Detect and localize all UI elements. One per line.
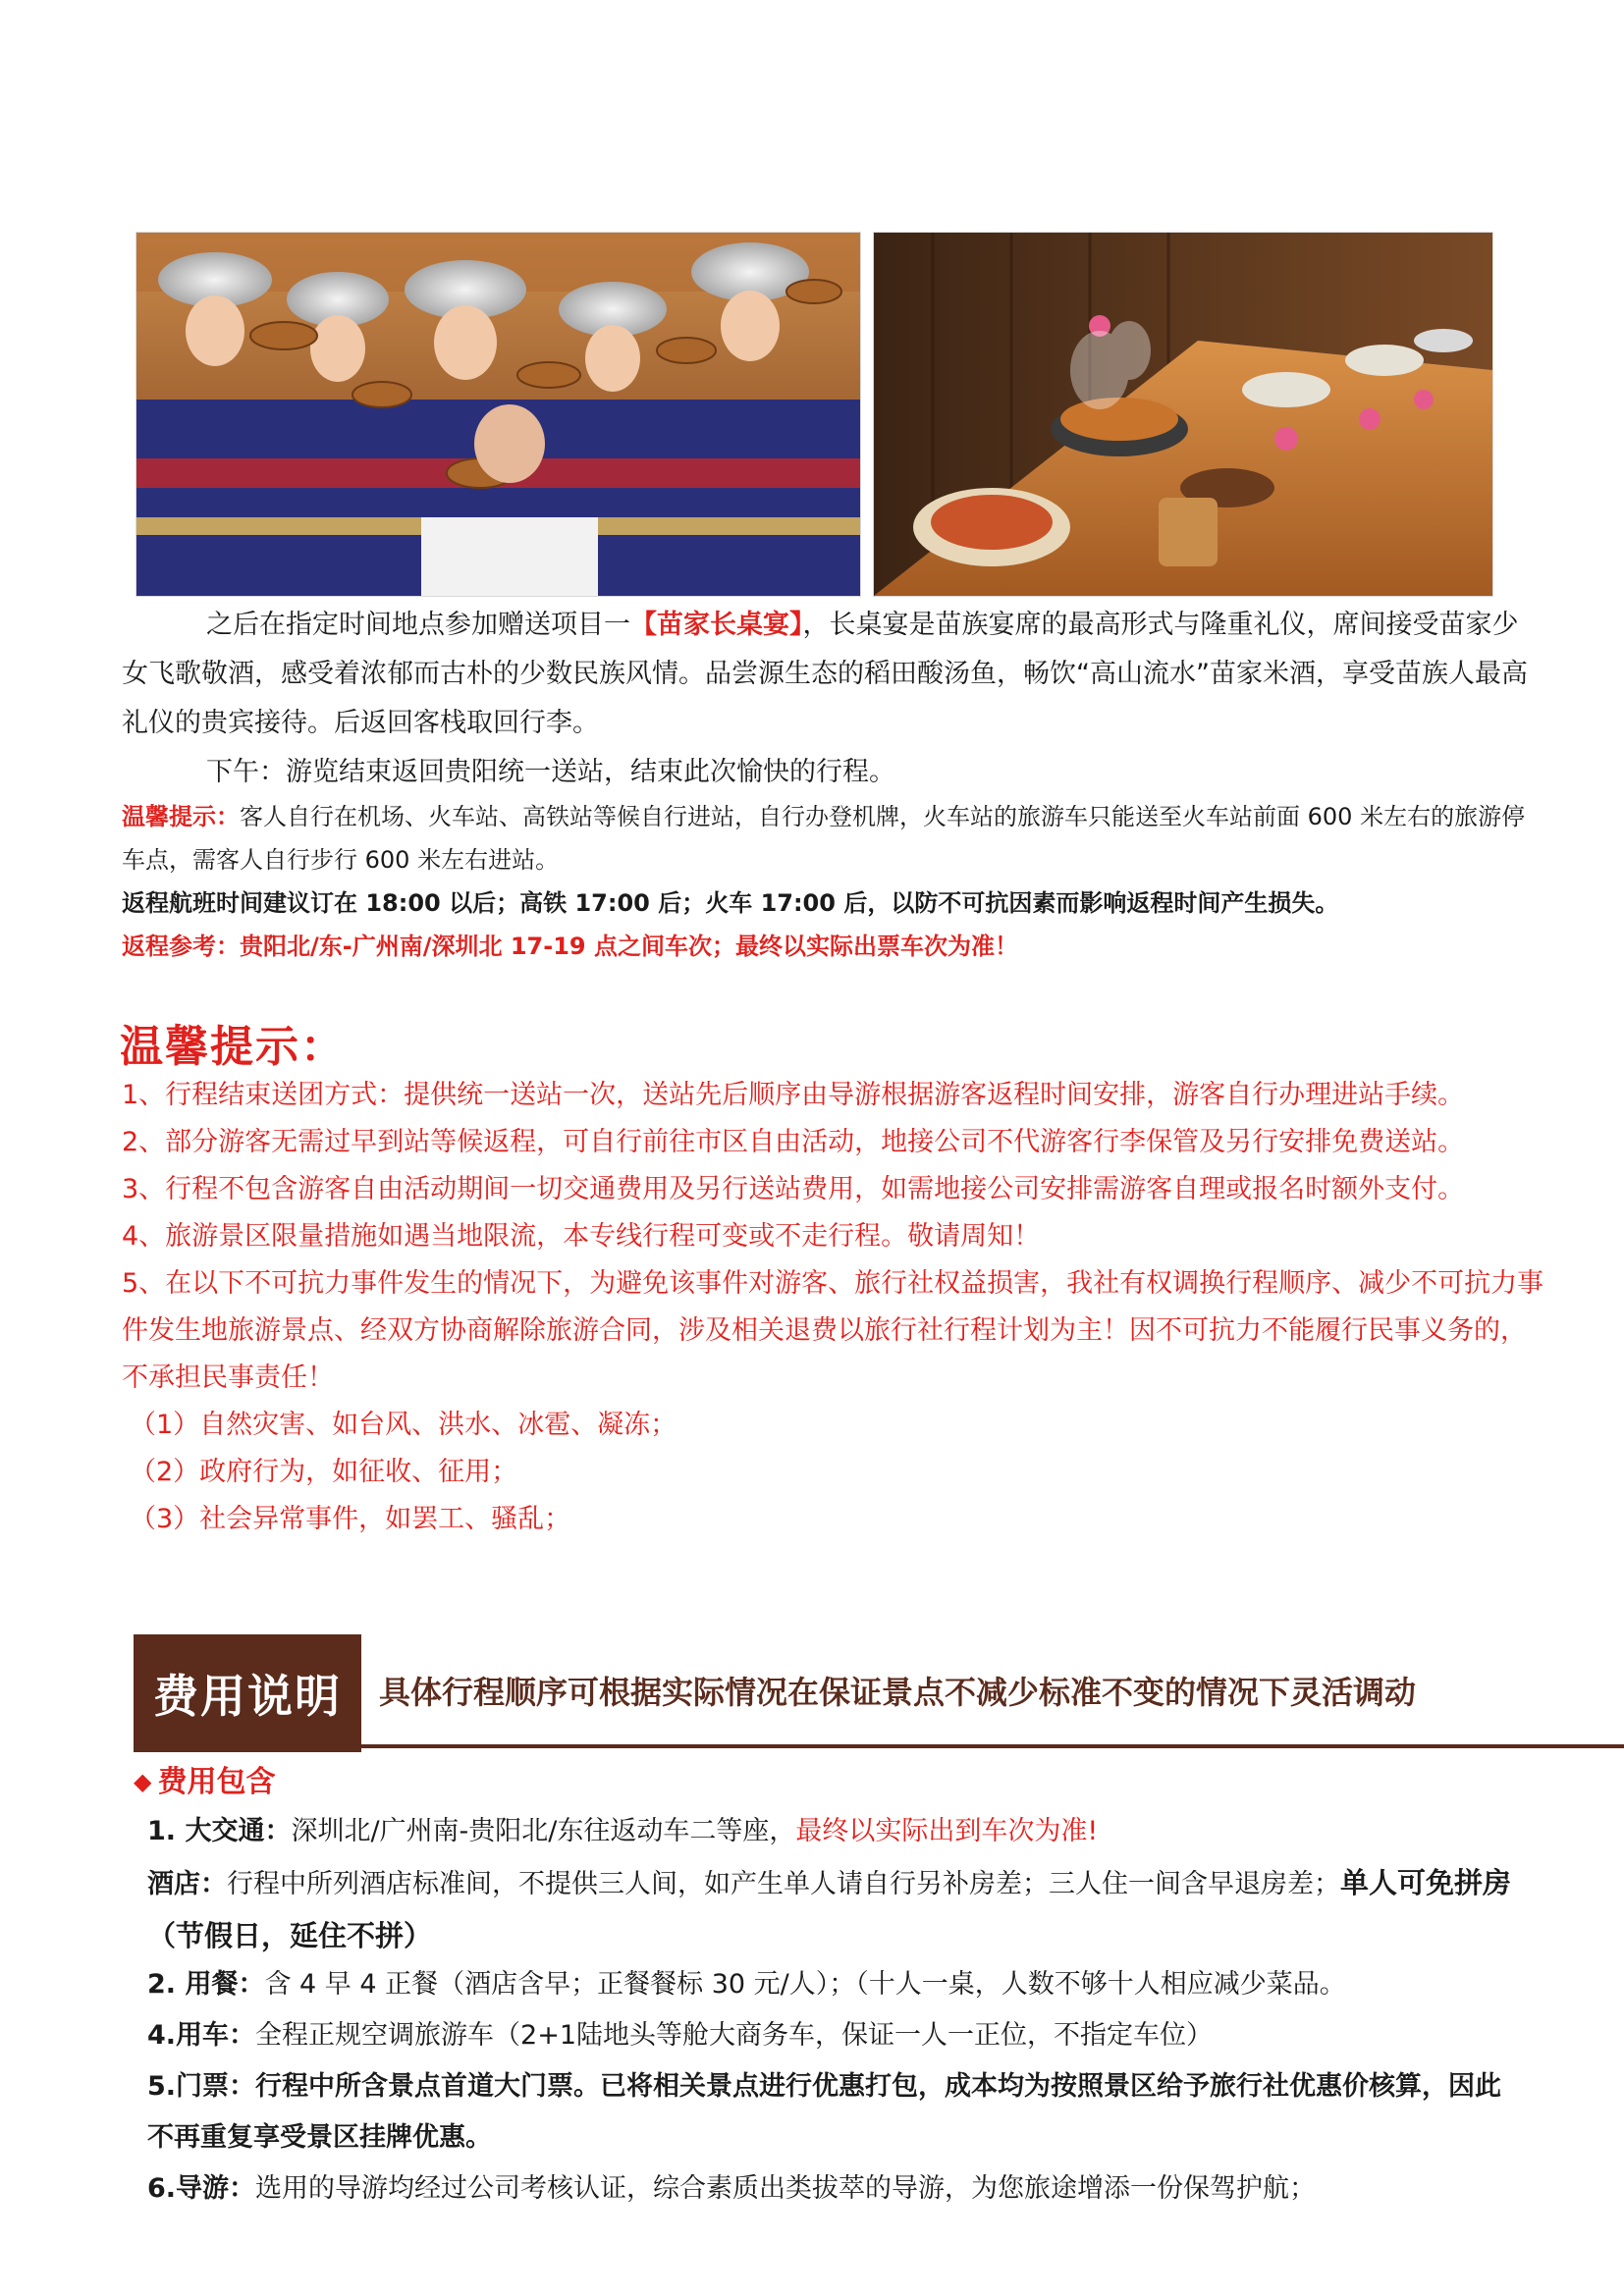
fee-meal-label: 2. 用餐： [147,1969,265,2000]
fee-hotel [147,1857,1512,1963]
tip-item: 4、旅游景区限量措施如遇当地限流，本专线行程可变或不走行程。敬请周知！ [122,1221,1041,1252]
fee-ticket-text: 行程中所含景点首道大门票。已将相关景点进行优惠打包，成本均为按照景区给予旅行社优惠价核算，因此不再重复享受景区挂牌优惠。 [147,2071,1502,2153]
tip-item: 1、行程结束送团方式：提供统一送站一次，送站先后顺序由导游根据游客返程时间安排，游客自行办理进站手续。 [122,1080,1465,1110]
fee-transport [147,1806,1512,1857]
warm-note-text: 客人自行在机场、火车站、高铁站等候自行进站，自行办登机牌，火车站的旅游车只能送至火车站前面 600 米左右的旅游停车点，需客人自行步行 600 米左右进站。 [122,803,1526,874]
fee-badge: 费用说明 [134,1634,361,1752]
photo-miao-women-serving-wine [135,232,861,597]
fee-car-label: 4.用车： [147,2020,256,2051]
tip-sub-item: （3）社会异常事件，如罢工、骚乱； [130,1504,571,1534]
fee-header [134,1634,1508,1752]
tip-sub-item: （1）自然灾害、如台风、洪水、冰雹、凝冻； [130,1410,677,1440]
return-reference: 返程参考：贵阳北/东-广州南/深圳北 17-19 点之间车次；最终以实际出票车次为准！ [122,933,1018,960]
fee-hotel-bold: 单人可免拼房（节假日，延住不拼） [147,1866,1512,1952]
fee-divider [361,1744,1624,1748]
fee-ticket [147,2061,1512,2163]
fee-transport-text: 深圳北/广州南-贵阳北/东往返动车二等座， [291,1816,796,1846]
tip-sub-item: （2）政府行为，如征收、征用； [130,1457,518,1487]
return-advice: 返程航班时间建议订在 18:00 以后；高铁 17:00 后；火车 17:00 后，以防不可抗因素而影响返程时间产生损失。 [122,889,1339,917]
fee-transport-note: 最终以实际出到车次为准! [795,1816,1099,1846]
intro-text-continued: ，长桌宴是苗族宴席的最高形式与隆重礼仪，席间接受苗家少女飞歌敬酒，感受着浓郁而古朴的少数民族风情。品尝源生态的稻田酸汤鱼，畅饮“高山流水”苗家米酒，享受苗族人最高礼仪的贵宾接待。后返回客栈取回行李。 [122,610,1528,738]
fee-meal-text: 含 4 早 4 正餐（酒店含早；正餐餐标 30 元/人）；（十人一桌，人数不够十人相应减少菜品。 [264,1969,1346,2000]
tips-title: 温馨提示： [120,1022,346,1072]
fee-car-text: 全程正规空调旅游车（2+1陆地头等舱大商务车，保证一人一正位，不指定车位） [255,2020,1214,2051]
photo-long-table-banquet [873,232,1493,597]
fee-guide-label: 6.导游： [147,2173,256,2204]
diamond-icon: ◆ [134,1768,152,1795]
fee-meal [147,1959,1512,2010]
warm-note-label: 温馨提示： [122,803,240,830]
fee-subtitle: 具体行程顺序可根据实际情况在保证景点不减少标准不变的情况下灵活调动 [379,1674,1417,1711]
fee-hotel-label: 酒店： [147,1869,227,1899]
fee-section-label: 费用包含 [157,1765,276,1799]
tip-item: 2、部分游客无需过早到站等候返程，可自行前往市区自由活动，地接公司不代游客行李保管及另行安排免费送站。 [122,1127,1465,1157]
fee-ticket-label: 5.门票： [147,2071,256,2102]
intro-paragraph-banquet [122,601,1536,748]
fee-section-title [134,1757,275,1800]
fee-transport-label: 1. 大交通： [147,1816,292,1846]
fee-hotel-text: 行程中所列酒店标准间，不提供三人间，如产生单人请自行另补房差；三人住一间含早退房差； [227,1869,1340,1899]
fee-guide-text: 选用的导游均经过公司考核认证，综合素质出类拔萃的导游，为您旅途增添一份保驾护航； [255,2173,1317,2204]
tip-item: 3、行程不包含游客自由活动期间一切交通费用及另行送站费用，如需地接公司安排需游客自理或报名时额外支付。 [122,1174,1465,1204]
banquet-highlight: 【苗家长桌宴】 [630,610,803,640]
warm-note [122,795,1536,881]
fee-car [147,2010,1512,2061]
tip-item: 5、在以下不可抗力事件发生的情况下，为避免该事件对游客、旅行社权益损害，我社有权调换行程顺序、减少不可抗力事件发生地旅游景点、经双方协商解除旅游合同，涉及相关退费以旅行社行程计划为主！因不可抗力不能履行民事义务的，不承担民事责任！ [122,1268,1544,1393]
intro-paragraph-afternoon: 下午：游览结束返回贵阳统一送站，结束此次愉快的行程。 [206,757,895,787]
intro-text: 之后在指定时间地点参加赠送项目一 [206,610,630,640]
fee-guide [147,2163,1512,2215]
